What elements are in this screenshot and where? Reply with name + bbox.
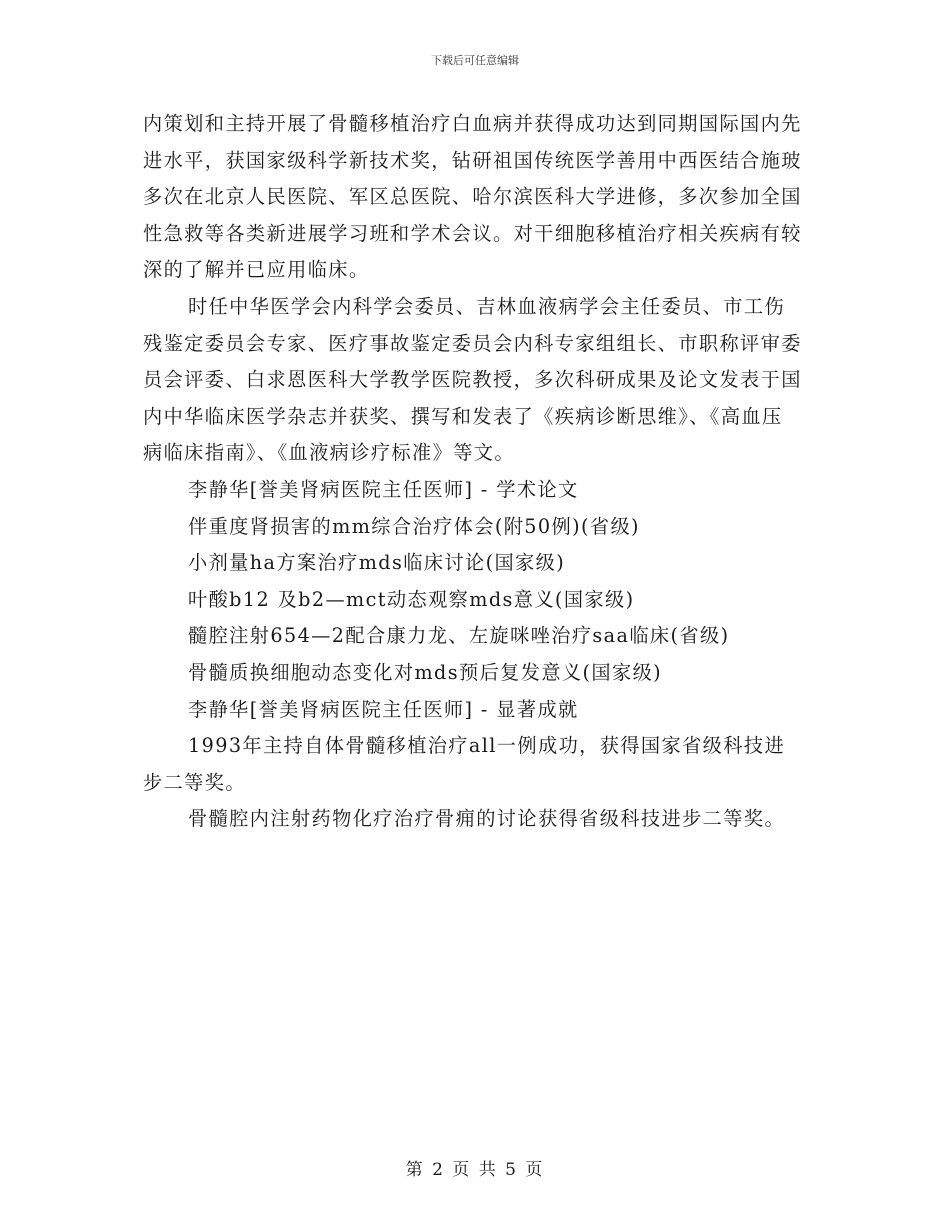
page-header: 下载后可任意编辑: [431, 54, 519, 67]
paper-item: 伴重度肾损害的mm综合治疗体会(附50例)(省级): [188, 514, 640, 538]
paragraph-continuation: 内策划和主持开展了骨髓移植治疗白血病并获得成功达到同期国际国内先进水平，获国家级科学新技术奖，钻研祖国传统医学善用中西医结合施玻多次在北京人民医院、军区总医院、哈尔滨医科大学进修，多次参加全国性急救等各类新进展学习班和学术会议。对干细胞移植治疗相关疾病有较深的了解并已应用临床。: [143, 112, 802, 282]
paper-item: 小剂量ha方案治疗mds临床讨论(国家级): [188, 551, 566, 575]
section-heading-papers: 李静华[誉美肾病医院主任医师] - 学术论文: [188, 477, 579, 501]
paper-item: 骨髓质换细胞动态变化对mds预后复发意义(国家级): [188, 660, 663, 684]
achievement-paragraph: 1993年主持自体骨髓移植治疗all一例成功，获得国家省级科技进步二等奖。: [143, 734, 786, 794]
paper-item: 髓腔注射654—2配合康力龙、左旋咪唑治疗saa临床(省级): [188, 624, 730, 648]
paragraph-positions: 时任中华医学会内科学会委员、吉林血液病学会主任委员、市工伤残鉴定委员会专家、医疗事故鉴定委员会内科专家组组长、市职称评审委员会评委、白求恩医科大学教学医院教授，多次科研成果及论文发表于国内中华临床医学杂志并获奖、撰写和发表了《疾病诊断思维》、《高血压病临床指南》、《血液病诊疗标准》等文。: [143, 294, 802, 465]
page-number: 第 2 页 共 5 页: [405, 1160, 545, 1180]
document-body: [143, 106, 803, 838]
section-heading-achievements: 李静华[誉美肾病医院主任医师] - 显著成就: [188, 697, 579, 721]
paper-item: 叶酸b12 及b2—mct动态观察mds意义(国家级): [188, 587, 635, 611]
achievement-paragraph: 骨髓腔内注射药物化疗治疗骨痈的讨论获得省级科技进步二等奖。: [188, 807, 786, 831]
